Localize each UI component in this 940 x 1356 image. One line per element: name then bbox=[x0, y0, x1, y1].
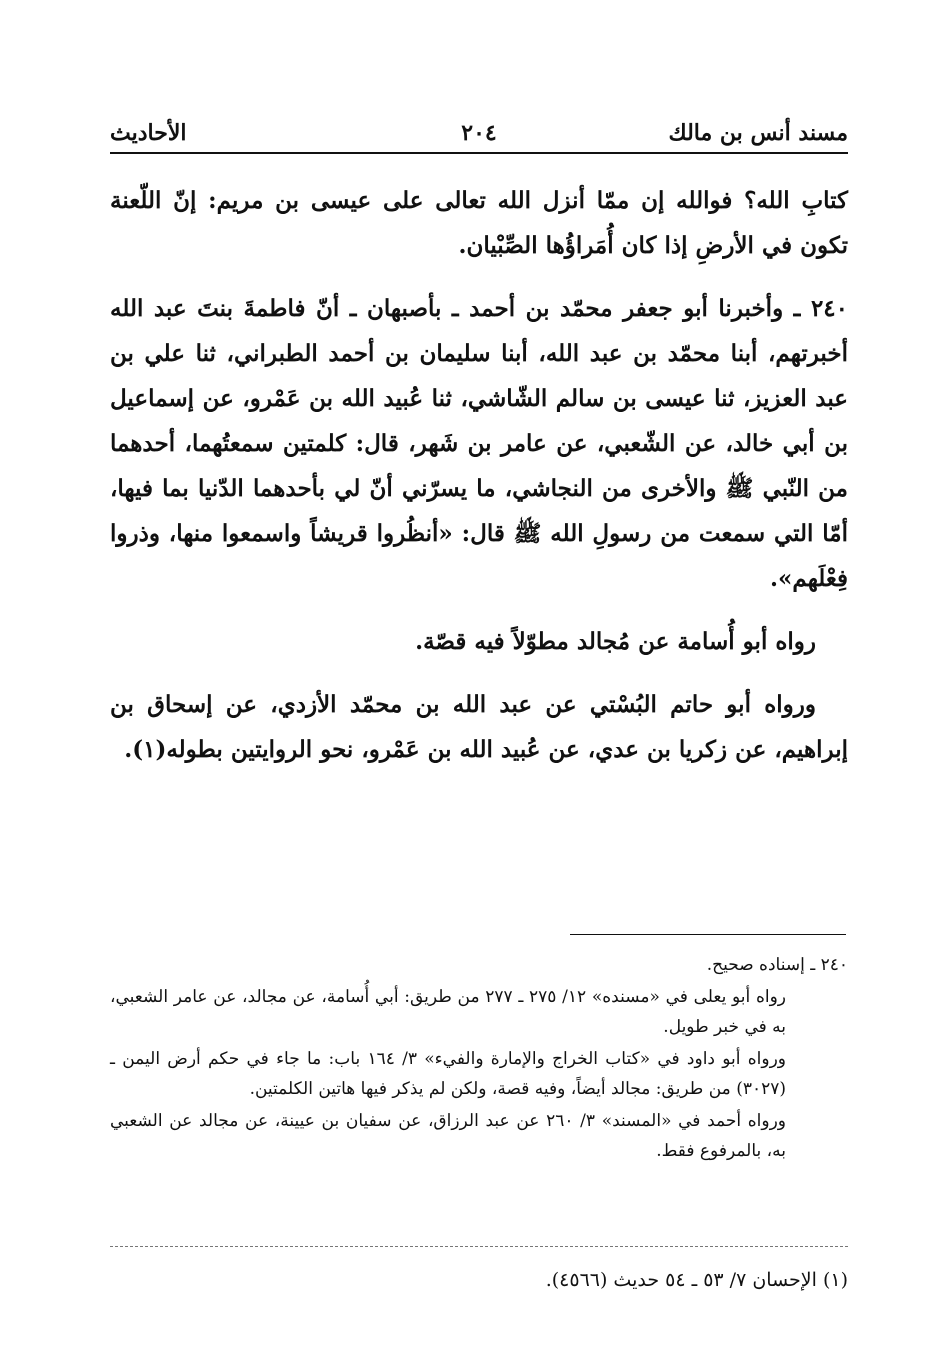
note-abu-yala: رواه أبو يعلى في «مسنده» ١٢/ ٢٧٥ ـ ٢٧٧ من طريق: أبي أُسامة، عن مجالد، عن عامر الشعبي، به في خبر طويل. bbox=[110, 987, 786, 1037]
paragraph-narration-abu-usama: رواه أبو أُسامة عن مُجالد مطوّلاً فيه قصّة. bbox=[415, 628, 816, 655]
note-ahmad: ورواه أحمد في «المسند» ٣/ ٢٦٠ عن عبد الرزاق، عن سفيان بن عيينة، عن مجالد عن الشعبي به، بالمرفوع فقط. bbox=[110, 1111, 787, 1161]
footnote: (١) الإحسان ٧/ ٥٣ ـ ٥٤ حديث (٤٥٦٦). bbox=[545, 1269, 848, 1291]
running-header bbox=[110, 112, 848, 154]
main-text bbox=[110, 178, 848, 790]
footnote-separator bbox=[570, 934, 846, 935]
page-number: ٢٠٤ bbox=[461, 120, 497, 146]
note-abu-dawud: ورواه أبو داود في «كتاب الخراج والإمارة والفيء» ٣/ ١٦٤ باب: ما جاء في حكم أرض اليمن ـ (٣٠٢٧) من طريق: مجالد أيضاً، وفيه قصة، ولكن لم يذكر فيها هاتين الكلمتين. bbox=[110, 1049, 786, 1099]
commentary-notes bbox=[110, 950, 848, 1168]
hadith-240: ٢٤٠ ـ وأخبرنا أبو جعفر محمّد بن أحمد ـ بأصبهان ـ أنّ فاطمةَ بنتَ عبد الله أخبرتهم، أبنا محمّد بن عبد الله، أبنا سليمان بن أحمد الطبراني، ثنا علي بن عبد العزيز، ثنا عيسى بن سالم الشّاشي، ثنا عُبيد الله بن عَمْرو، عن إسماعيل بن أبي خالد، عن الشّعبي، عن عامر بن شَهر، قال: كلمتين سمعتُهما، أحدهما من النّبي ﷺ والأخرى من النجاشي، ما يسرّني أنّ لي بأحدهما الدّنيا بما فيها، أمّا التي سمعت من رسولِ الله ﷺ قال: «أنظُروا قريشاً واسمعوا منها، وذروا فِعْلَهم». bbox=[110, 295, 848, 592]
paragraph-continuation: كتابِ الله؟ فوالله إن ممّا أنزل الله تعالى على عيسى بن مريم: إنّ اللّعنة تكون في الأرضِ إذا كان أُمَراؤُها الصِّبْيان. bbox=[110, 187, 848, 259]
paragraph-narration-abu-hatim: ورواه أبو حاتم البُسْتي عن عبد الله بن محمّد الأزدي، عن إسحاق بن إبراهيم، عن زكريا بن عدي، عن عُبيد الله بن عَمْرو، نحو الروايتين بطوله(١). bbox=[110, 691, 848, 763]
note-isnad: ٢٤٠ ـ إسناده صحيح. bbox=[706, 955, 848, 975]
dotted-separator bbox=[110, 1246, 848, 1247]
section-title: الأحاديث bbox=[110, 120, 187, 146]
book-title: مسند أنس بن مالك bbox=[668, 120, 848, 146]
